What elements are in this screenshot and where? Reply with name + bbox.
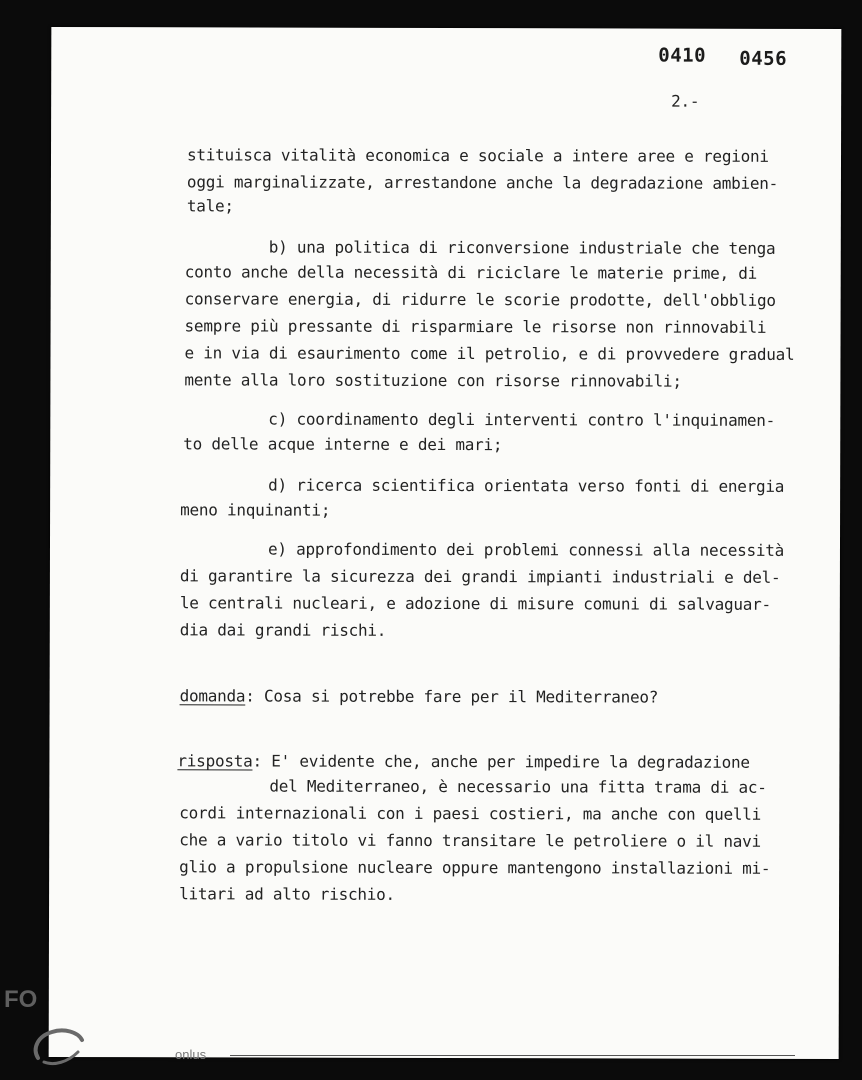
- body-line: c) coordinamento degli interventi contro l'inquinamen-: [268, 409, 776, 430]
- body-line: oggi marginalizzate, arrestandone anche la degradazione ambien-: [186, 172, 779, 193]
- body-line: sempre più pressante di risparmiare le risorse non rinnovabili: [184, 316, 767, 337]
- body-line: e) approfondimento dei problemi connessi alla necessità: [267, 539, 785, 560]
- body-line: le centrali nucleari, e adozione di misure comuni di salvaguar-: [179, 593, 771, 614]
- body-line: stituisca vitalità economica e sociale a intere aree e regioni: [186, 145, 769, 166]
- doc-code-2: 0456: [739, 47, 788, 70]
- watermark-swoosh-icon: [28, 1018, 88, 1068]
- answer-line: glio a propulsione nucleare oppure mantengono installazioni mi-: [179, 857, 771, 878]
- doc-code-1: 0410: [658, 44, 707, 67]
- body-line: d) ricerca scientifica orientata verso fonti di energia: [268, 475, 785, 496]
- body-line: e in via di esaurimento come il petrolio, e di provvedere gradual: [184, 343, 795, 364]
- body-line: b) una politica di riconversione industriale che tenga: [268, 237, 776, 258]
- body-line: mente alla loro sostituzione con risorse rinnovabili;: [184, 370, 682, 391]
- answer-line: cordi internazionali con i paesi costieri, ma anche con quelli: [179, 803, 762, 824]
- answer-label: risposta: [177, 751, 253, 771]
- page-bottom-edge: [230, 1055, 795, 1056]
- body-line: tale;: [186, 196, 234, 216]
- body-line: to delle acque interne e dei mari;: [183, 434, 503, 455]
- page-number: 2.-: [671, 91, 700, 111]
- body-line: conservare energia, di ridurre le scorie prodotte, dell'obbligo: [184, 289, 776, 310]
- body-line: di garantire la sicurezza dei grandi impianti industriali e del-: [179, 566, 781, 587]
- question-text: : Cosa si potrebbe fare per il Mediterraneo?: [245, 686, 659, 707]
- question-label: domanda: [179, 686, 246, 706]
- body-line: dia dai grandi rischi.: [179, 620, 387, 640]
- answer-line: che a vario titolo vi fanno transitare le petroliere o il navi: [179, 830, 761, 851]
- body-line: conto anche della necessità di riciclare le materie prime, di: [184, 262, 758, 283]
- answer-first-line: : E' evidente che, anche per impedire la degradazione: [252, 751, 750, 772]
- question-line: [180, 687, 659, 706]
- watermark-onlus: onlus: [175, 1047, 207, 1062]
- watermark-logo: FO: [4, 986, 38, 1013]
- answer-line: [177, 752, 749, 771]
- body-line: meno inquinanti;: [180, 500, 331, 520]
- answer-line: litari ad alto rischio.: [179, 884, 395, 904]
- answer-line: del Mediterraneo, è necessario una fitta trama di ac-: [269, 776, 767, 797]
- document-page: [49, 27, 842, 1059]
